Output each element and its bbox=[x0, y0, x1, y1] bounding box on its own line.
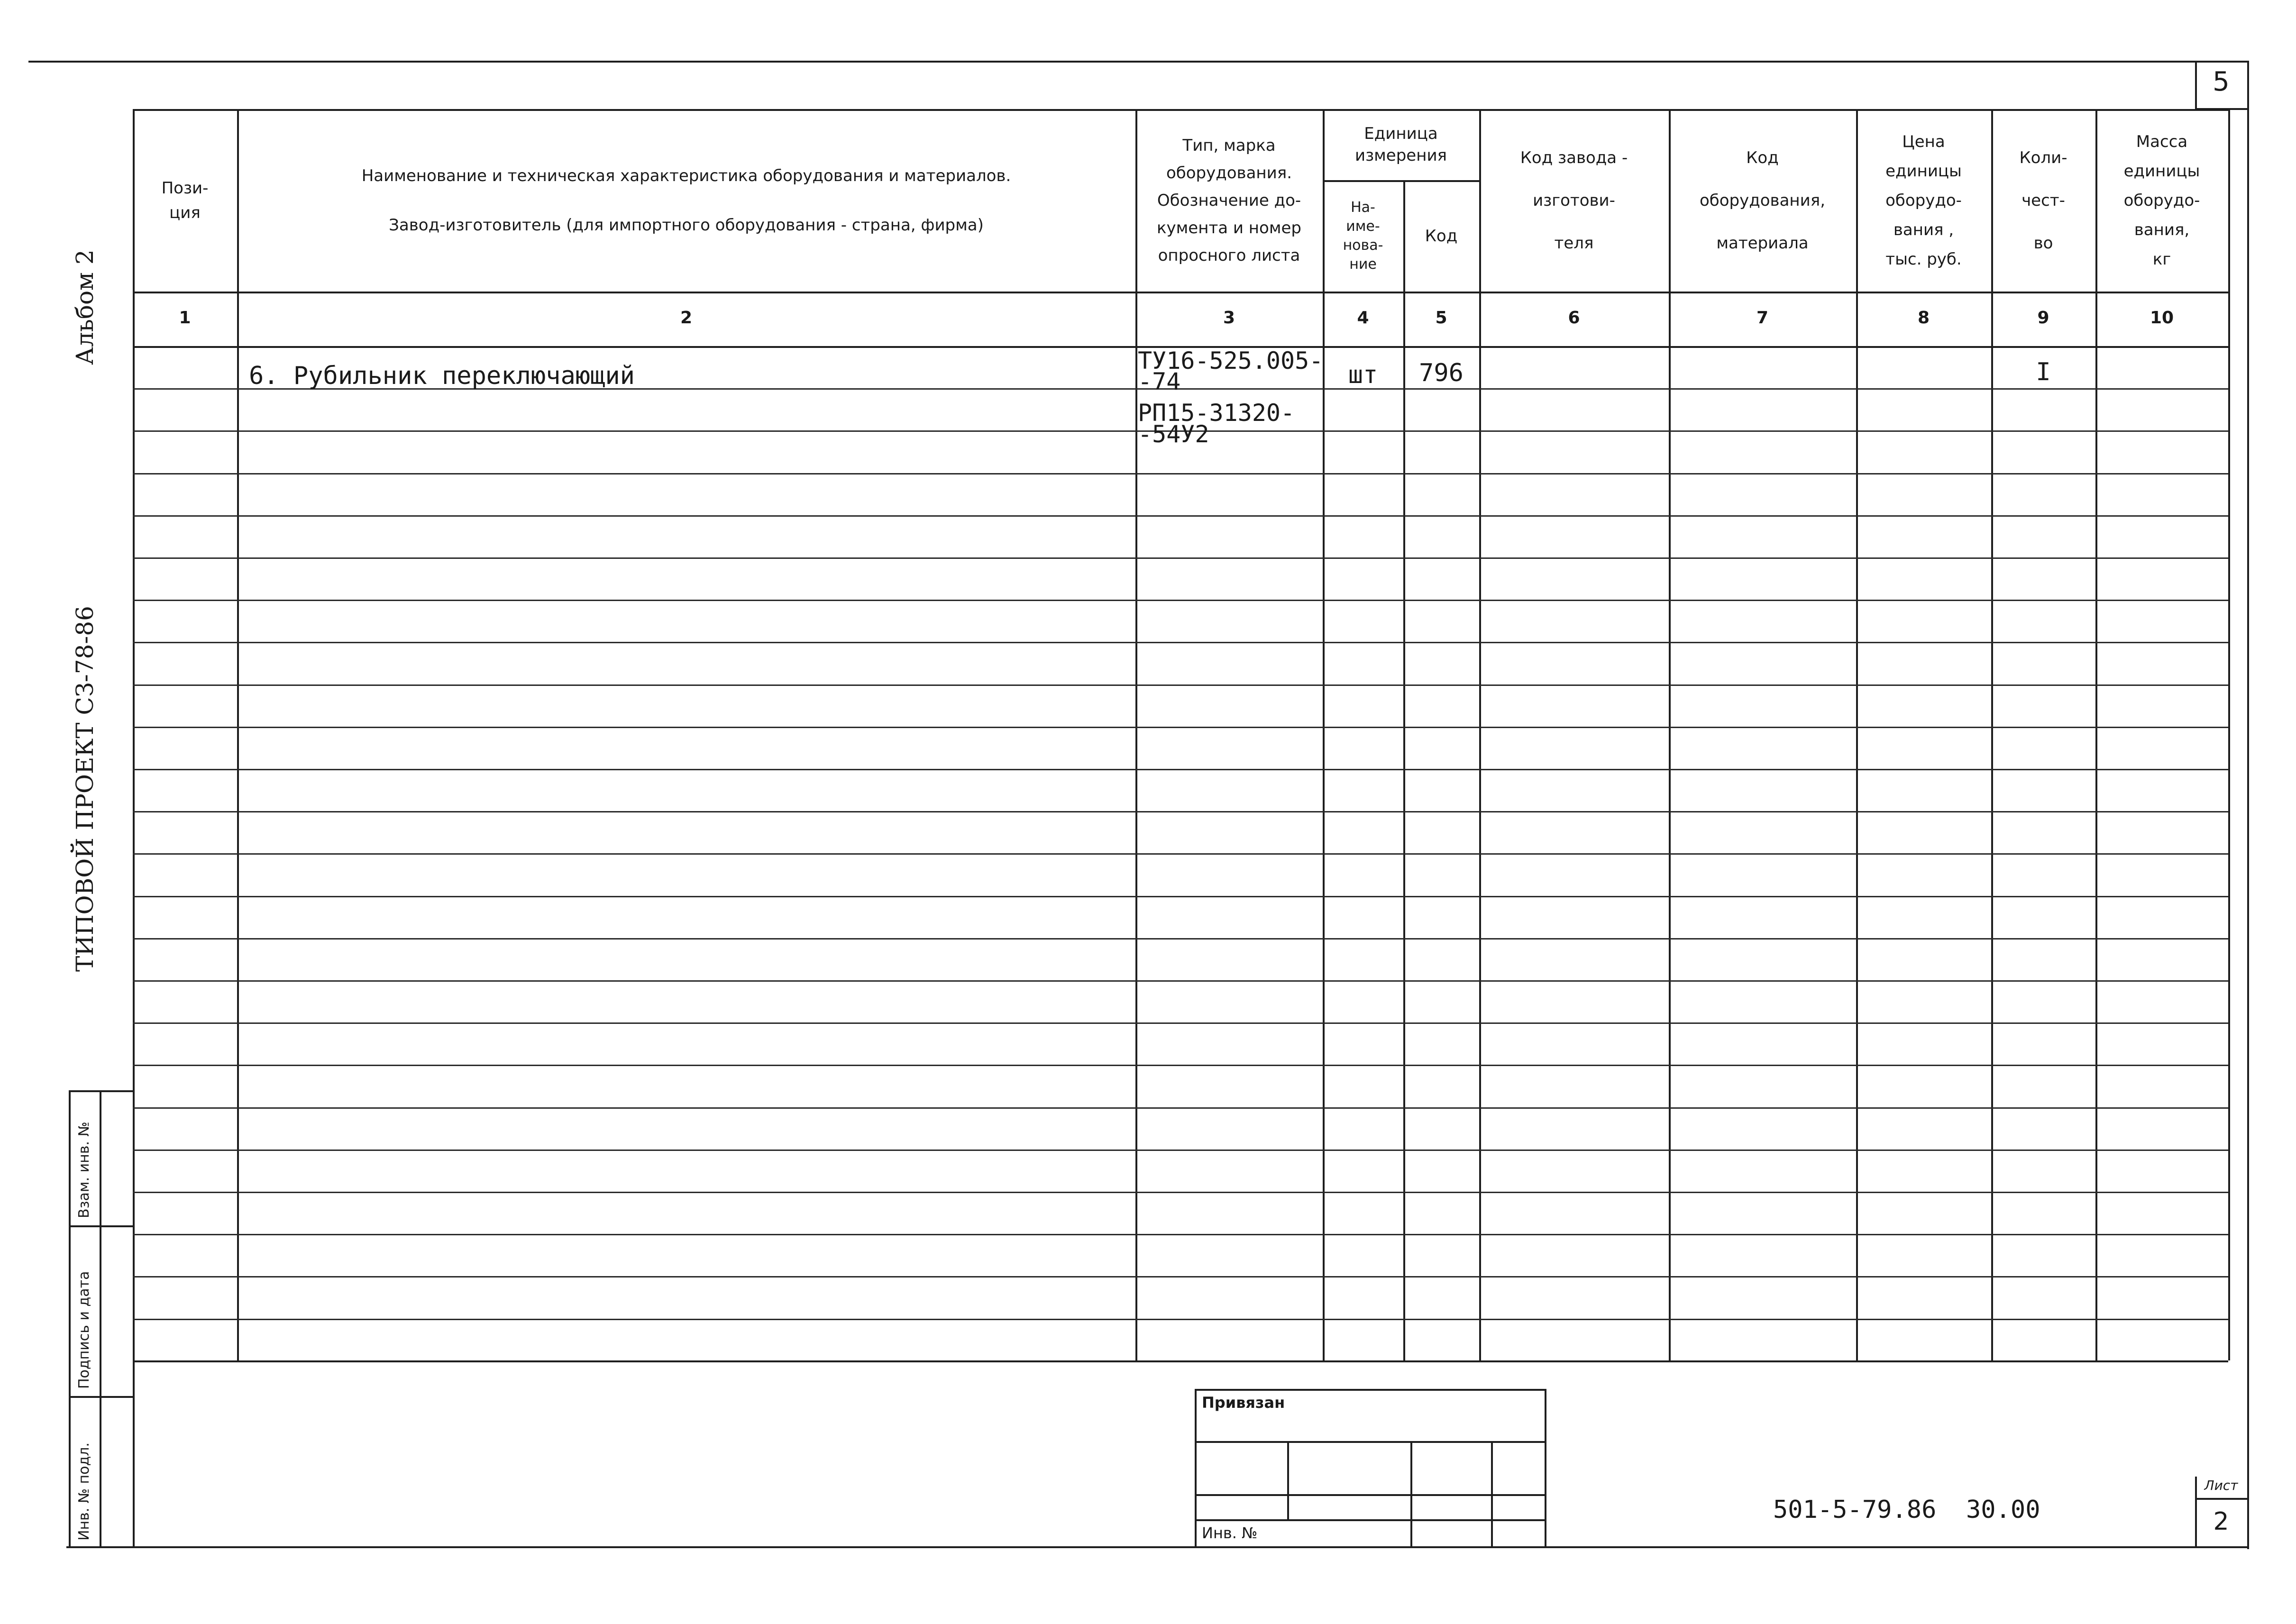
col-header-unit-name: На- име- нова- ние bbox=[1343, 199, 1383, 273]
table-rule-line bbox=[133, 515, 2228, 517]
stamp-label-signature: Подпись и дата bbox=[76, 1271, 92, 1389]
stamp-strip-sep2 bbox=[69, 1396, 133, 1398]
table-rule-line bbox=[133, 473, 2228, 474]
sheet-number: 5 bbox=[2213, 66, 2230, 97]
stamp-top bbox=[1195, 1389, 1546, 1391]
col-number-7: 7 bbox=[1756, 308, 1769, 328]
table-rule-line bbox=[133, 1150, 2228, 1151]
col-header-unit-group: Единица измерения bbox=[1354, 124, 1447, 165]
row-type-line3: РП15-31320- bbox=[1138, 399, 1295, 427]
col-header-quantity: Коли- чест- во bbox=[2019, 148, 2067, 253]
frame-bottom bbox=[66, 1546, 2247, 1548]
table-rule-line bbox=[133, 938, 2228, 940]
row-type-line4: -54У2 bbox=[1138, 420, 1209, 448]
sheet-label: Лист bbox=[2204, 1478, 2238, 1493]
stamp-strip-mid bbox=[100, 1090, 101, 1548]
table-rule-line bbox=[133, 1065, 2228, 1066]
table-rule-line bbox=[133, 1022, 2228, 1024]
table-rule-line bbox=[133, 1234, 2228, 1235]
stamp-right bbox=[1545, 1389, 1546, 1548]
col-line-1 bbox=[237, 109, 239, 1360]
table-rule-line bbox=[133, 811, 2228, 812]
stamp-strip-top bbox=[69, 1090, 133, 1092]
table-rule-line bbox=[133, 1276, 2228, 1277]
stamp-col3 bbox=[1491, 1441, 1493, 1548]
table-rule-line bbox=[133, 642, 2228, 643]
stamp-strip-sep1 bbox=[69, 1225, 133, 1227]
header-bottom bbox=[133, 292, 2228, 293]
col-number-6: 6 bbox=[1568, 308, 1580, 328]
table-rule-line bbox=[133, 769, 2228, 770]
row-name: 6. Рубильник переключающий bbox=[249, 362, 635, 390]
stamp-inv-label: Инв. № bbox=[1202, 1524, 1258, 1542]
sheet-cell-mid bbox=[2195, 1498, 2247, 1500]
col-number-4: 4 bbox=[1357, 308, 1369, 328]
table-rule-line bbox=[133, 600, 2228, 601]
col-header-plant-code: Код завода - изготови- теля bbox=[1520, 148, 1628, 253]
col-header-position: Пози- ция bbox=[161, 178, 209, 222]
row-quantity: I bbox=[2036, 358, 2051, 386]
col-line-3 bbox=[1323, 109, 1325, 1360]
row-unit: шт bbox=[1348, 361, 1378, 389]
row-type-line2: -74 bbox=[1138, 368, 1181, 395]
col-header-mass: Масса единицы оборудо- вания, кг bbox=[2123, 132, 2200, 269]
stamp-bound-label: Привязан bbox=[1202, 1394, 1285, 1412]
col-header-name: Наименование и техническая характеристика оборудования и материалов. Завод-изготовитель (для импортного оборудования - страна, фирма) bbox=[361, 166, 1011, 235]
frame-right bbox=[2247, 61, 2249, 1549]
col-header-price: Цена единицы оборудо- вания , тыс. руб. bbox=[1885, 132, 1962, 269]
col-line-6 bbox=[1669, 109, 1671, 1360]
col-number-3: 3 bbox=[1223, 308, 1235, 328]
stamp-row1 bbox=[1195, 1441, 1546, 1443]
table-rule-line bbox=[133, 557, 2228, 559]
col-number-2: 2 bbox=[680, 308, 693, 328]
stamp-col1 bbox=[1287, 1441, 1289, 1519]
col-header-equipment-code: Код оборудования, материала bbox=[1699, 148, 1826, 253]
side-album-title: Альбом 2 bbox=[71, 249, 99, 365]
stamp-row2 bbox=[1195, 1494, 1546, 1496]
col-line-10 bbox=[2228, 109, 2230, 1360]
table-rule-line bbox=[133, 684, 2228, 686]
col-line-8 bbox=[1991, 109, 1993, 1360]
side-project-title: ТИПОВОЙ ПРОЕКТ СЗ-78-86 bbox=[71, 606, 99, 972]
col-line-9 bbox=[2095, 109, 2097, 1360]
stamp-strip-left bbox=[69, 1090, 71, 1548]
table-rule-line bbox=[133, 1319, 2228, 1320]
col-line-4 bbox=[1403, 180, 1405, 1360]
sheet-value: 2 bbox=[2213, 1507, 2229, 1536]
stamp-label-original: Инв. № подл. bbox=[76, 1442, 92, 1541]
frame-top bbox=[28, 61, 2247, 63]
table-rule-line bbox=[133, 980, 2228, 982]
col-line-7 bbox=[1856, 109, 1858, 1360]
stamp-col2 bbox=[1410, 1441, 1412, 1548]
col-number-10: 10 bbox=[2150, 308, 2174, 328]
stamp-left bbox=[1195, 1389, 1197, 1548]
stamp-label-replace: Взам. инв. № bbox=[76, 1122, 92, 1218]
table-rule-line bbox=[133, 1107, 2228, 1109]
col-number-5: 5 bbox=[1435, 308, 1447, 328]
col-header-unit-code: Код bbox=[1425, 226, 1458, 246]
col-number-9: 9 bbox=[2037, 308, 2049, 328]
row-type-line1: ТУ16-525.005- bbox=[1138, 347, 1324, 374]
table-bottom bbox=[133, 1360, 2228, 1362]
row-unit-code: 796 bbox=[1419, 359, 1464, 387]
table-rule-line bbox=[133, 896, 2228, 897]
col-number-8: 8 bbox=[1917, 308, 1930, 328]
table-rule-line bbox=[133, 727, 2228, 728]
table-rule-line bbox=[133, 1192, 2228, 1193]
table-rule-line bbox=[133, 853, 2228, 855]
doc-code: 501-5-79.86 30.00 bbox=[1773, 1496, 2040, 1524]
col-line-2 bbox=[1135, 109, 1137, 1360]
col-number-1: 1 bbox=[179, 308, 191, 328]
col-line-5 bbox=[1479, 109, 1481, 1360]
stamp-row3 bbox=[1195, 1519, 1546, 1521]
col-header-type: Тип, марка оборудования. Обозначение до- кумента и номер опросного листа bbox=[1157, 136, 1301, 265]
